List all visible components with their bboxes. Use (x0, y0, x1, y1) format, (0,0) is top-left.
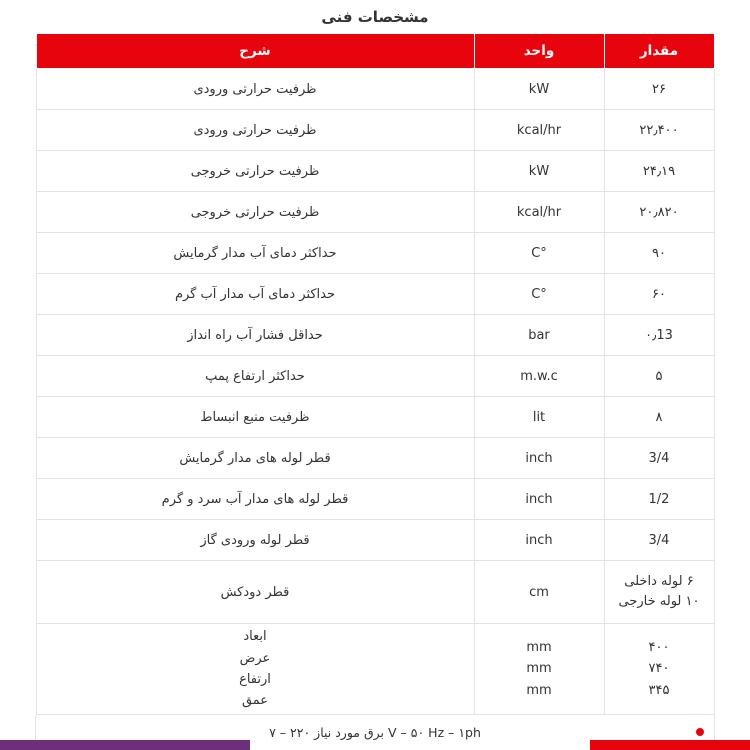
table-row (36, 479, 714, 520)
table-header-row (36, 34, 714, 69)
cell-description: ظرفیت حرارتی خروجی (36, 192, 474, 233)
table-row (36, 69, 714, 110)
cell-unit: °C (474, 274, 604, 315)
table-row (36, 356, 714, 397)
cell-unit: °C (474, 233, 604, 274)
table-row (36, 561, 714, 624)
footer-note-text: برق مورد نیاز ۲۲۰ – ۷ V – ۵۰ Hz – ۱ph (269, 724, 481, 740)
column-header-amount: مقدار (604, 34, 714, 69)
cell-amount: ۶ لوله داخلی ۱۰ لوله خارجی (604, 561, 714, 624)
table-header (36, 34, 714, 69)
cell-amount: ۵ (604, 356, 714, 397)
cell-amount: ۲۴٫۱۹ (604, 151, 714, 192)
cell-amount: ۲۶ (604, 69, 714, 110)
cell-amount: ۸ (604, 397, 714, 438)
cell-description: ظرفیت حرارتی خروجی (36, 151, 474, 192)
cell-amount: 1/2 (604, 479, 714, 520)
table-row (36, 151, 714, 192)
column-header-unit: واحد (474, 34, 604, 69)
cell-unit: kcal/hr (474, 110, 604, 151)
cell-unit: inch (474, 520, 604, 561)
bottom-bar-purple-segment (0, 740, 250, 750)
cell-unit: lit (474, 397, 604, 438)
cell-description: حداکثر دمای آب مدار آب گرم (36, 274, 474, 315)
cell-description: قطر لوله های مدار آب سرد و گرم (36, 479, 474, 520)
table-row (36, 624, 714, 715)
bottom-bar-red-segment (590, 740, 750, 750)
cell-description: قطر لوله ورودی گاز (36, 520, 474, 561)
cell-amount: ۲۰٫۸۲۰ (604, 192, 714, 233)
cell-unit: inch (474, 479, 604, 520)
table-row (36, 233, 714, 274)
cell-description: قطر دودکش (36, 561, 474, 624)
cell-unit: inch (474, 438, 604, 479)
cell-description: قطر لوله های مدار گرمایش (36, 438, 474, 479)
cell-description: ظرفیت حرارتی ورودی (36, 69, 474, 110)
cell-amount: ۶۰ (604, 274, 714, 315)
table-row (36, 520, 714, 561)
cell-description: ابعاد عرض ارتفاع عمق (36, 624, 474, 715)
table-row (36, 192, 714, 233)
cell-description: ظرفیت منبع انبساط (36, 397, 474, 438)
table-row (36, 110, 714, 151)
table-body (36, 69, 714, 715)
column-header-description: شرح (36, 34, 474, 69)
bottom-bar-white-segment (250, 740, 590, 750)
table-row (36, 438, 714, 479)
cell-unit: kW (474, 151, 604, 192)
bottom-color-bar (0, 740, 750, 750)
cell-amount: ۹۰ (604, 233, 714, 274)
page-title: مشخصات فنی (321, 8, 429, 26)
cell-unit: bar (474, 315, 604, 356)
table-row (36, 315, 714, 356)
cell-description: ظرفیت حرارتی ورودی (36, 110, 474, 151)
cell-amount: ۴۰۰ ۷۴۰ ۳۴۵ (604, 624, 714, 715)
cell-amount: 3/4 (604, 520, 714, 561)
cell-amount: ۰٫13 (604, 315, 714, 356)
cell-description: حداکثر ارتفاع پمپ (36, 356, 474, 397)
cell-unit: mm mm mm (474, 624, 604, 715)
specifications-table (36, 33, 715, 715)
cell-amount: ۲۲٫۴۰۰ (604, 110, 714, 151)
cell-unit: cm (474, 561, 604, 624)
cell-description: حداکثر دمای آب مدار گرمایش (36, 233, 474, 274)
cell-unit: m.w.c (474, 356, 604, 397)
cell-unit: kcal/hr (474, 192, 604, 233)
table-row (36, 397, 714, 438)
bullet-icon (696, 728, 704, 736)
table-row (36, 274, 714, 315)
cell-unit: kW (474, 69, 604, 110)
cell-amount: 3/4 (604, 438, 714, 479)
cell-description: حداقل فشار آب راه انداز (36, 315, 474, 356)
